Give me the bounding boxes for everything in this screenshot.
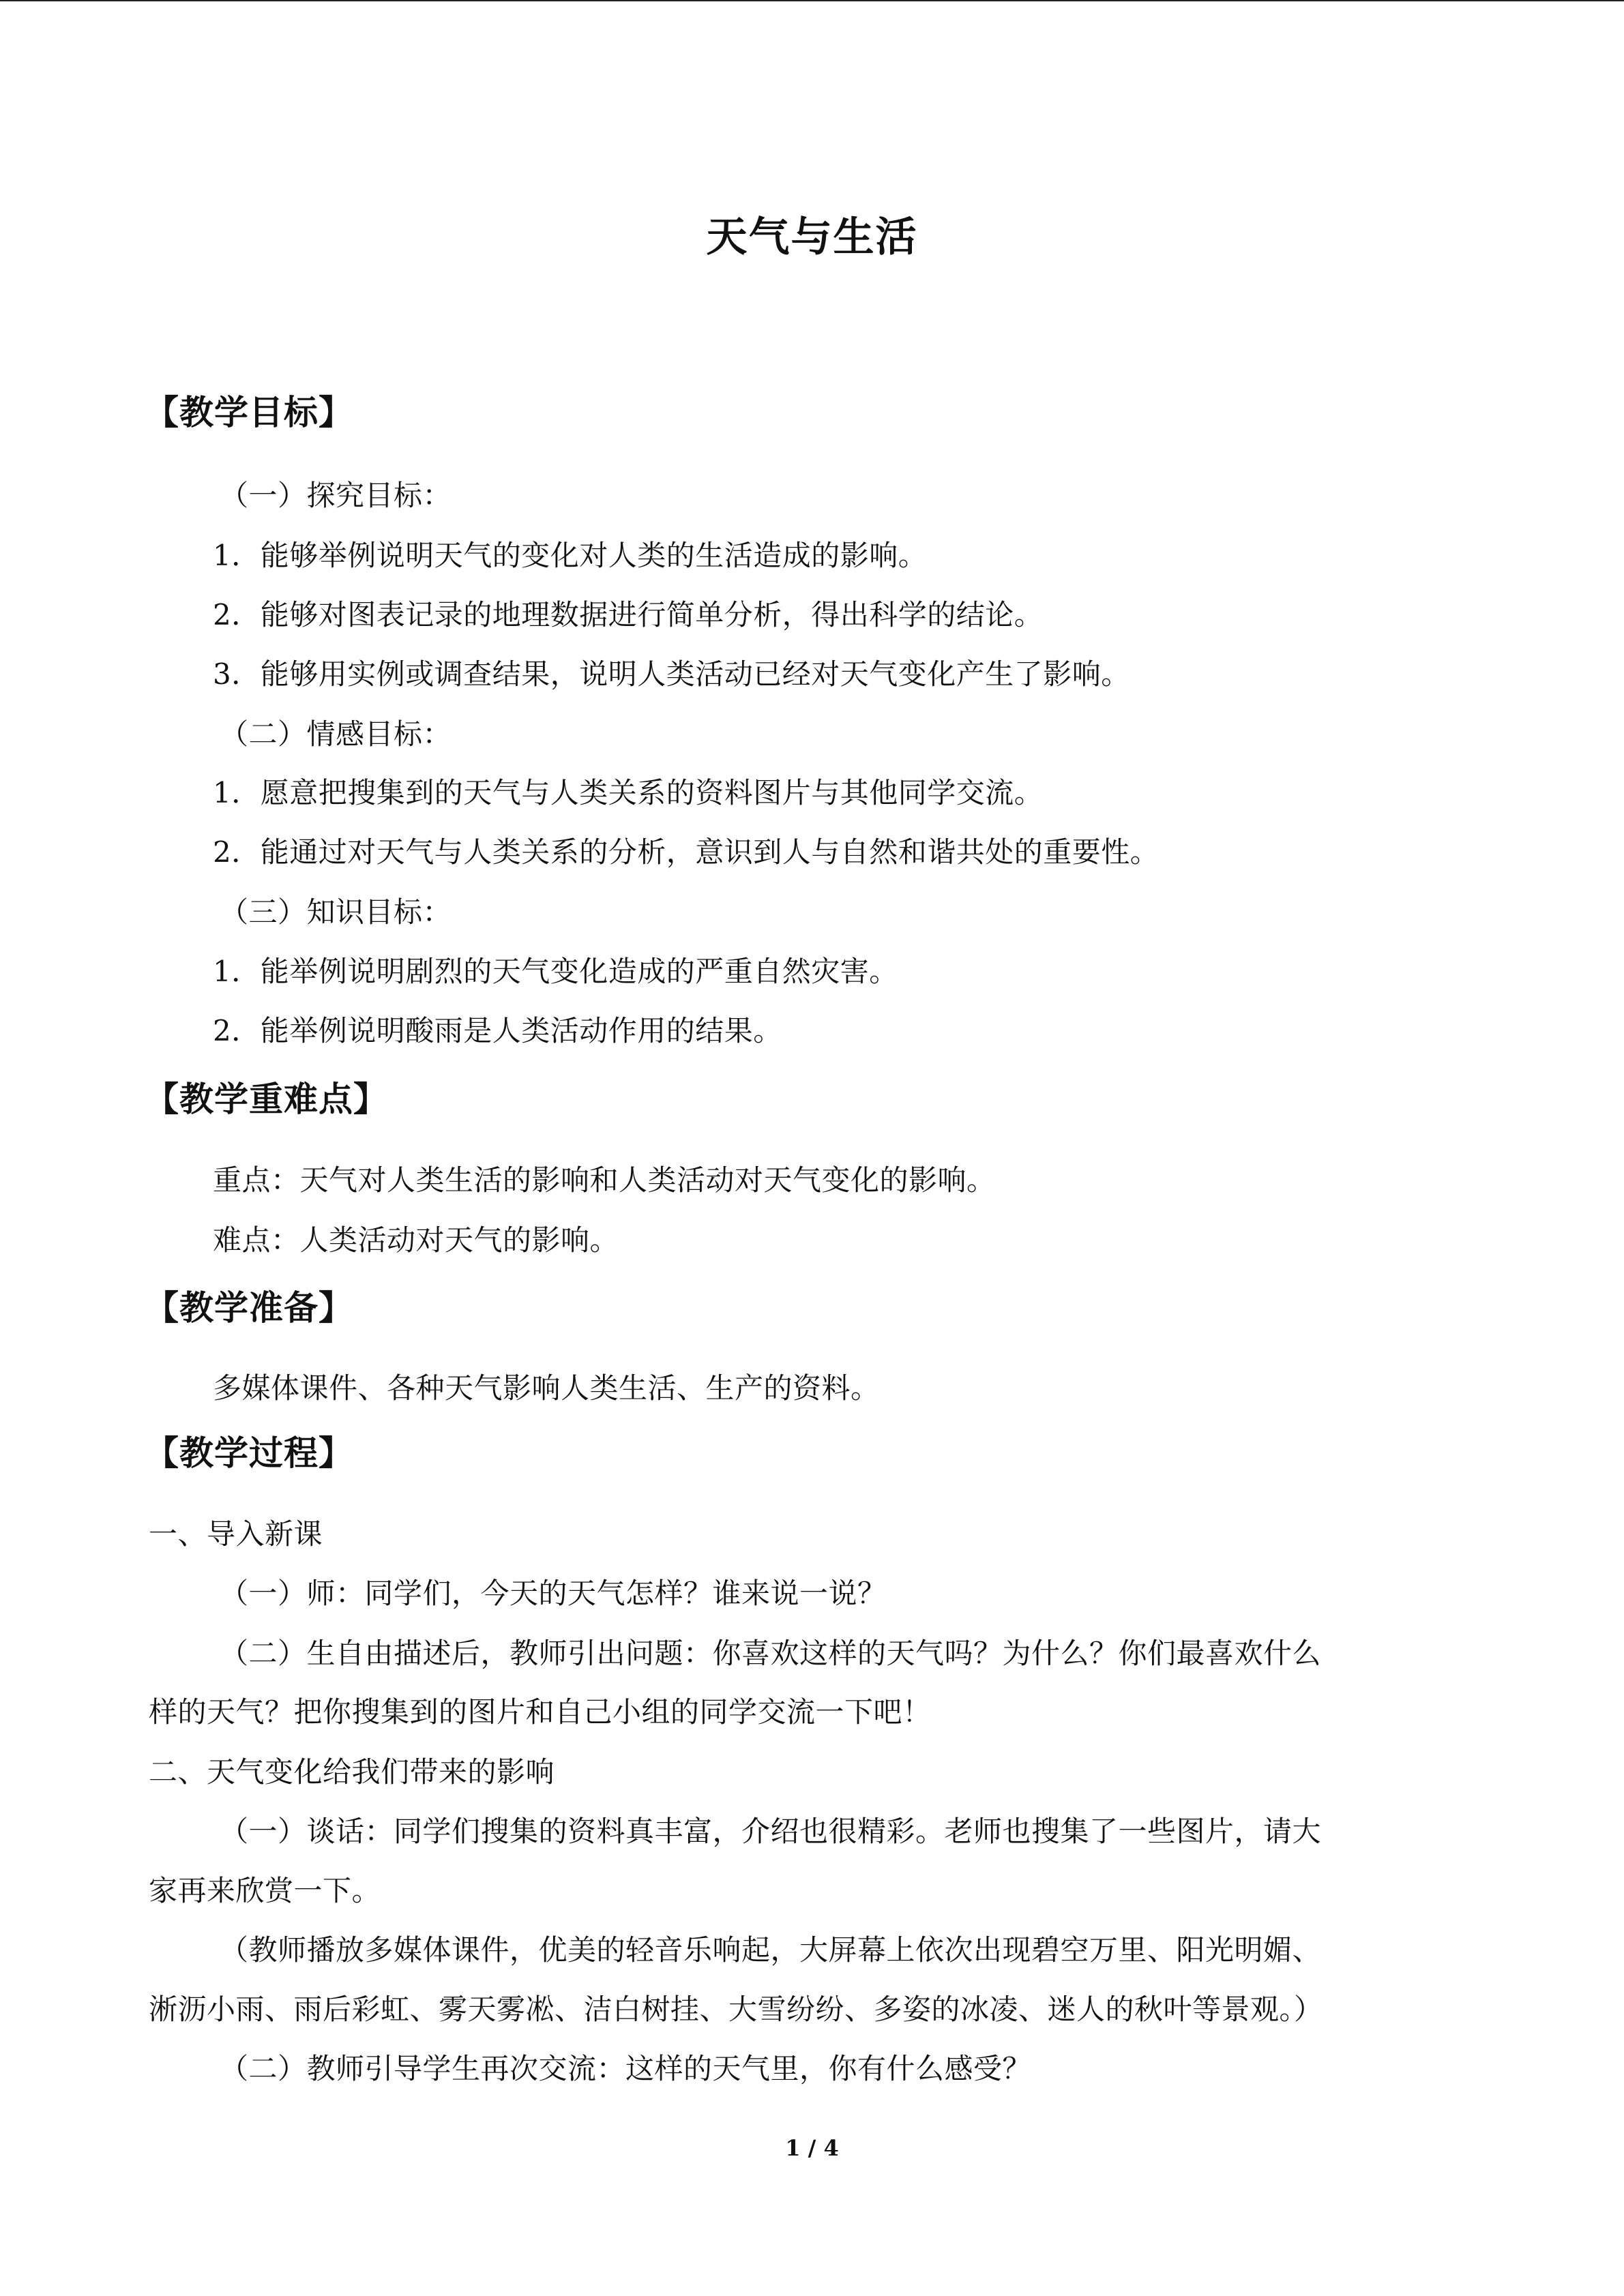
key-point-focus: 重点：天气对人类生活的影响和人类活动对天气变化的影响。 [213,1163,996,1197]
preparation-text: 多媒体课件、各种天气影响人类生活、生产的资料。 [213,1371,880,1405]
process-part2-note-line-2: 淅沥小雨、雨后彩虹、雾天雾凇、洁白树挂、大雪纷纷、多姿的冰凌、迷人的秋叶等景观。） [149,1993,1323,2026]
key-point-difficulty: 难点：人类活动对天气的影响。 [213,1223,619,1257]
process-part1-item-2-line-1: （二）生自由描述后，教师引出问题：你喜欢这样的天气吗？为什么？你们最喜欢什么 [220,1637,1322,1670]
process-part2-item-1-line-1: （一）谈话：同学们搜集的资料真丰富，介绍也很精彩。老师也搜集了一些图片，请大 [220,1815,1322,1848]
objective-knowledge-label: （三）知识目标： [220,895,452,929]
process-part1-item-2-line-2: 样的天气？把你搜集到的图片和自己小组的同学交流一下吧！ [149,1695,932,1729]
objective-emotion-label: （二）情感目标： [220,717,452,751]
section-heading-process: 【教学过程】 [145,1433,353,1473]
section-heading-objectives: 【教学目标】 [145,393,353,432]
objective-explore-item-3: 3．能够用实例或调查结果，说明人类活动已经对天气变化产生了影响。 [213,657,1130,691]
objective-explore-item-2: 2．能够对图表记录的地理数据进行简单分析，得出科学的结论。 [213,598,1044,631]
process-part1-item-1: （一）师：同学们，今天的天气怎样？谁来说一说？ [220,1577,887,1610]
section-heading-preparation: 【教学准备】 [145,1288,353,1328]
objective-knowledge-item-2: 2．能举例说明酸雨是人类活动作用的结果。 [213,1014,782,1047]
process-part1-title: 一、导入新课 [149,1517,323,1551]
process-part2-item-1-line-2: 家再来欣赏一下。 [149,1874,381,1907]
section-heading-key-points: 【教学重难点】 [145,1079,388,1119]
objective-knowledge-item-1: 1．能举例说明剧烈的天气变化造成的严重自然灾害。 [213,955,898,988]
document-title: 天气与生活 [706,213,918,261]
page-top-border [0,0,1624,1]
process-part2-item-2: （二）教师引导学生再次交流：这样的天气里，你有什么感受？ [220,2052,1032,2085]
objective-emotion-item-1: 1．愿意把搜集到的天气与人类关系的资料图片与其他同学交流。 [213,776,1044,809]
objective-explore-item-1: 1．能够举例说明天气的变化对人类的生活造成的影响。 [213,539,928,572]
process-part2-note-line-1: （教师播放多媒体课件，优美的轻音乐响起，大屏幕上依次出现碧空万里、阳光明媚、 [220,1933,1322,1967]
page-number: 1 / 4 [785,2135,839,2161]
objective-emotion-item-2: 2．能通过对天气与人类关系的分析，意识到人与自然和谐共处的重要性。 [213,835,1160,869]
process-part2-title: 二、天气变化给我们带来的影响 [149,1755,555,1789]
objective-explore-label: （一）探究目标： [220,479,452,512]
